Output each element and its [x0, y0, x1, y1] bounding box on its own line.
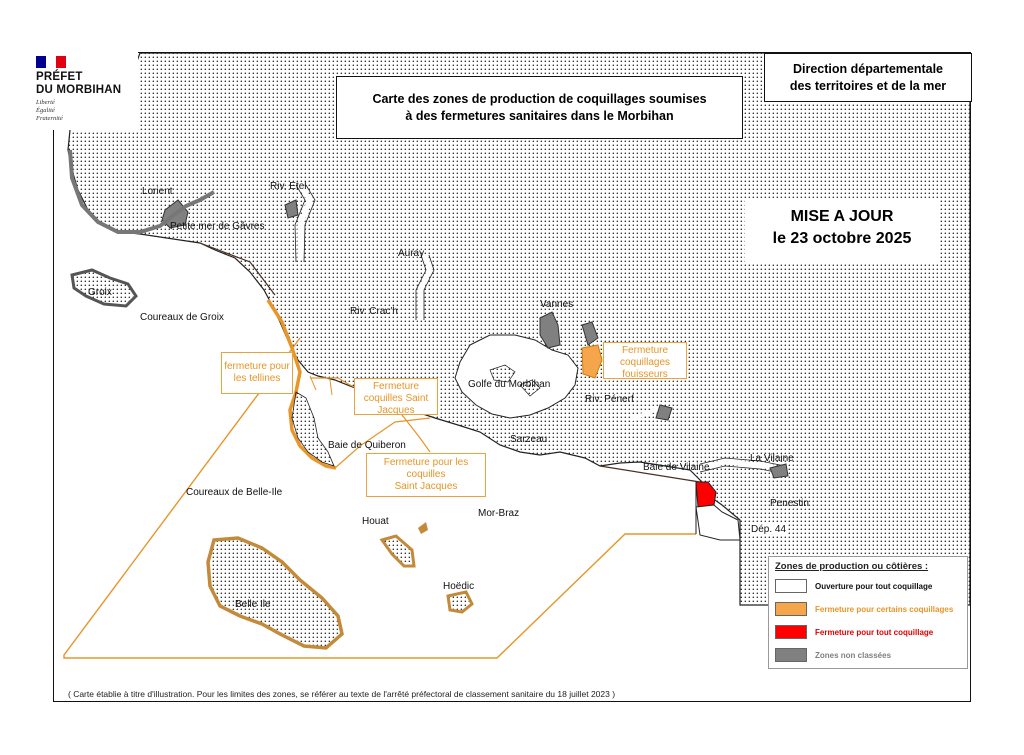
- legend-swatch-partial: [775, 602, 807, 616]
- label-penerf: Riv. Pénerf: [585, 394, 634, 405]
- title-line1: Carte des zones de production de coquillages soumises: [372, 92, 707, 106]
- label-etel: Riv. Etel: [270, 181, 307, 192]
- flag-white: [46, 56, 56, 68]
- sj2-line3: Saint Jacques: [394, 481, 458, 492]
- label-auray: Auray: [398, 248, 425, 259]
- label-sarzeau: Sarzeau: [510, 434, 548, 445]
- label-houat: Houat: [362, 516, 389, 527]
- legend: [768, 556, 968, 669]
- legend-row-unclassified: [775, 648, 891, 662]
- logo-line1: PRÉFET: [36, 71, 83, 83]
- label-vilaine: La Vilaine: [750, 453, 794, 464]
- legend-row-closed: [775, 625, 933, 639]
- fouisseurs-line2: coquillages: [619, 357, 671, 368]
- label-gavres: Petite mer de Gâvres: [170, 221, 265, 232]
- motto-fraternite: Fraternité: [36, 115, 63, 122]
- motto-egalite: Égalité: [36, 107, 55, 114]
- sj2-line1: Fermeture pour les: [383, 457, 469, 468]
- label-coureaux-groix: Coureaux de Groix: [140, 312, 224, 323]
- sj2-line2: coquilles: [406, 469, 446, 480]
- ddtm-line2: des territoires et de la mer: [789, 79, 947, 93]
- label-lorient: Lorient: [142, 186, 173, 197]
- sj1-line2: coquilles Saint: [363, 393, 429, 404]
- label-dep44: Dép. 44: [751, 524, 787, 535]
- label-morbraz: Mor-Braz: [478, 508, 520, 519]
- label-crach: Riv. Crac'h: [350, 306, 398, 317]
- legend-label-unclassified: Zones non classées: [815, 650, 892, 660]
- sj1-line1: Fermeture: [372, 381, 420, 392]
- title-line2: à des fermetures sanitaires dans le Morbihan: [405, 109, 674, 123]
- legend-label-closed: Fermeture pour tout coquillage: [815, 627, 934, 637]
- legend-label-partial: Fermeture pour certains coquillages: [815, 604, 954, 614]
- update-notice: [745, 200, 939, 262]
- update-line2: le 23 octobre 2025: [772, 230, 912, 247]
- annotation-saint-jacques-2: [366, 453, 486, 497]
- legend-swatch-closed: [775, 625, 807, 639]
- legend-swatch-unclassified: [775, 648, 807, 662]
- fouisseurs-line3: fouisseurs: [622, 369, 668, 380]
- annotation-fouisseurs: [603, 342, 687, 379]
- logo-line2: DU MORBIHAN: [36, 84, 122, 96]
- ddtm-line1: Direction départementale: [792, 62, 944, 76]
- annotation-tellines: [221, 352, 293, 394]
- label-quiberon: Baie de Quiberon: [328, 440, 406, 451]
- footer-note: ( Carte établie à titre d'illustration. Pour les limites des zones, se référer au texte de l'arrêté préfectoral de classement sanitaire du 18 juillet 2023 ): [68, 689, 616, 699]
- label-vannes: Vannes: [540, 299, 574, 310]
- map-title: [336, 76, 743, 139]
- label-coureaux-belleile: Coureaux de Belle-Ile: [186, 487, 283, 498]
- tellines-line1: fermeture pour: [224, 361, 290, 372]
- flag-blue: [36, 56, 46, 68]
- legend-label-open: Ouverture pour tout coquillage: [815, 581, 933, 591]
- fouisseurs-line1: Fermeture: [621, 345, 669, 356]
- label-baie-vilaine: Baie de Vilaine: [643, 462, 710, 473]
- prefet-logo: [28, 50, 138, 130]
- label-groix: Groix: [88, 287, 112, 298]
- sj1-line3: Jacques: [377, 405, 415, 416]
- motto-liberte: Liberté: [36, 99, 55, 106]
- legend-swatch-open: [775, 579, 807, 593]
- ddtm-box: [764, 53, 972, 102]
- label-belleile: Belle Ile: [235, 599, 271, 610]
- legend-row-open: [775, 579, 932, 593]
- tellines-line2: les tellines: [233, 373, 281, 384]
- label-hoedic: Hoëdic: [443, 581, 475, 592]
- legend-row-partial: [775, 602, 953, 616]
- label-penestin: Penestin: [770, 498, 809, 509]
- french-flag-icon: [36, 56, 66, 68]
- update-line1: MISE A JOUR: [790, 208, 894, 225]
- flag-red: [56, 56, 66, 68]
- label-golfe: Golfe du Morbihan: [468, 379, 551, 390]
- legend-title: Zones de production ou côtières :: [775, 561, 929, 572]
- annotation-saint-jacques-1: [354, 378, 438, 415]
